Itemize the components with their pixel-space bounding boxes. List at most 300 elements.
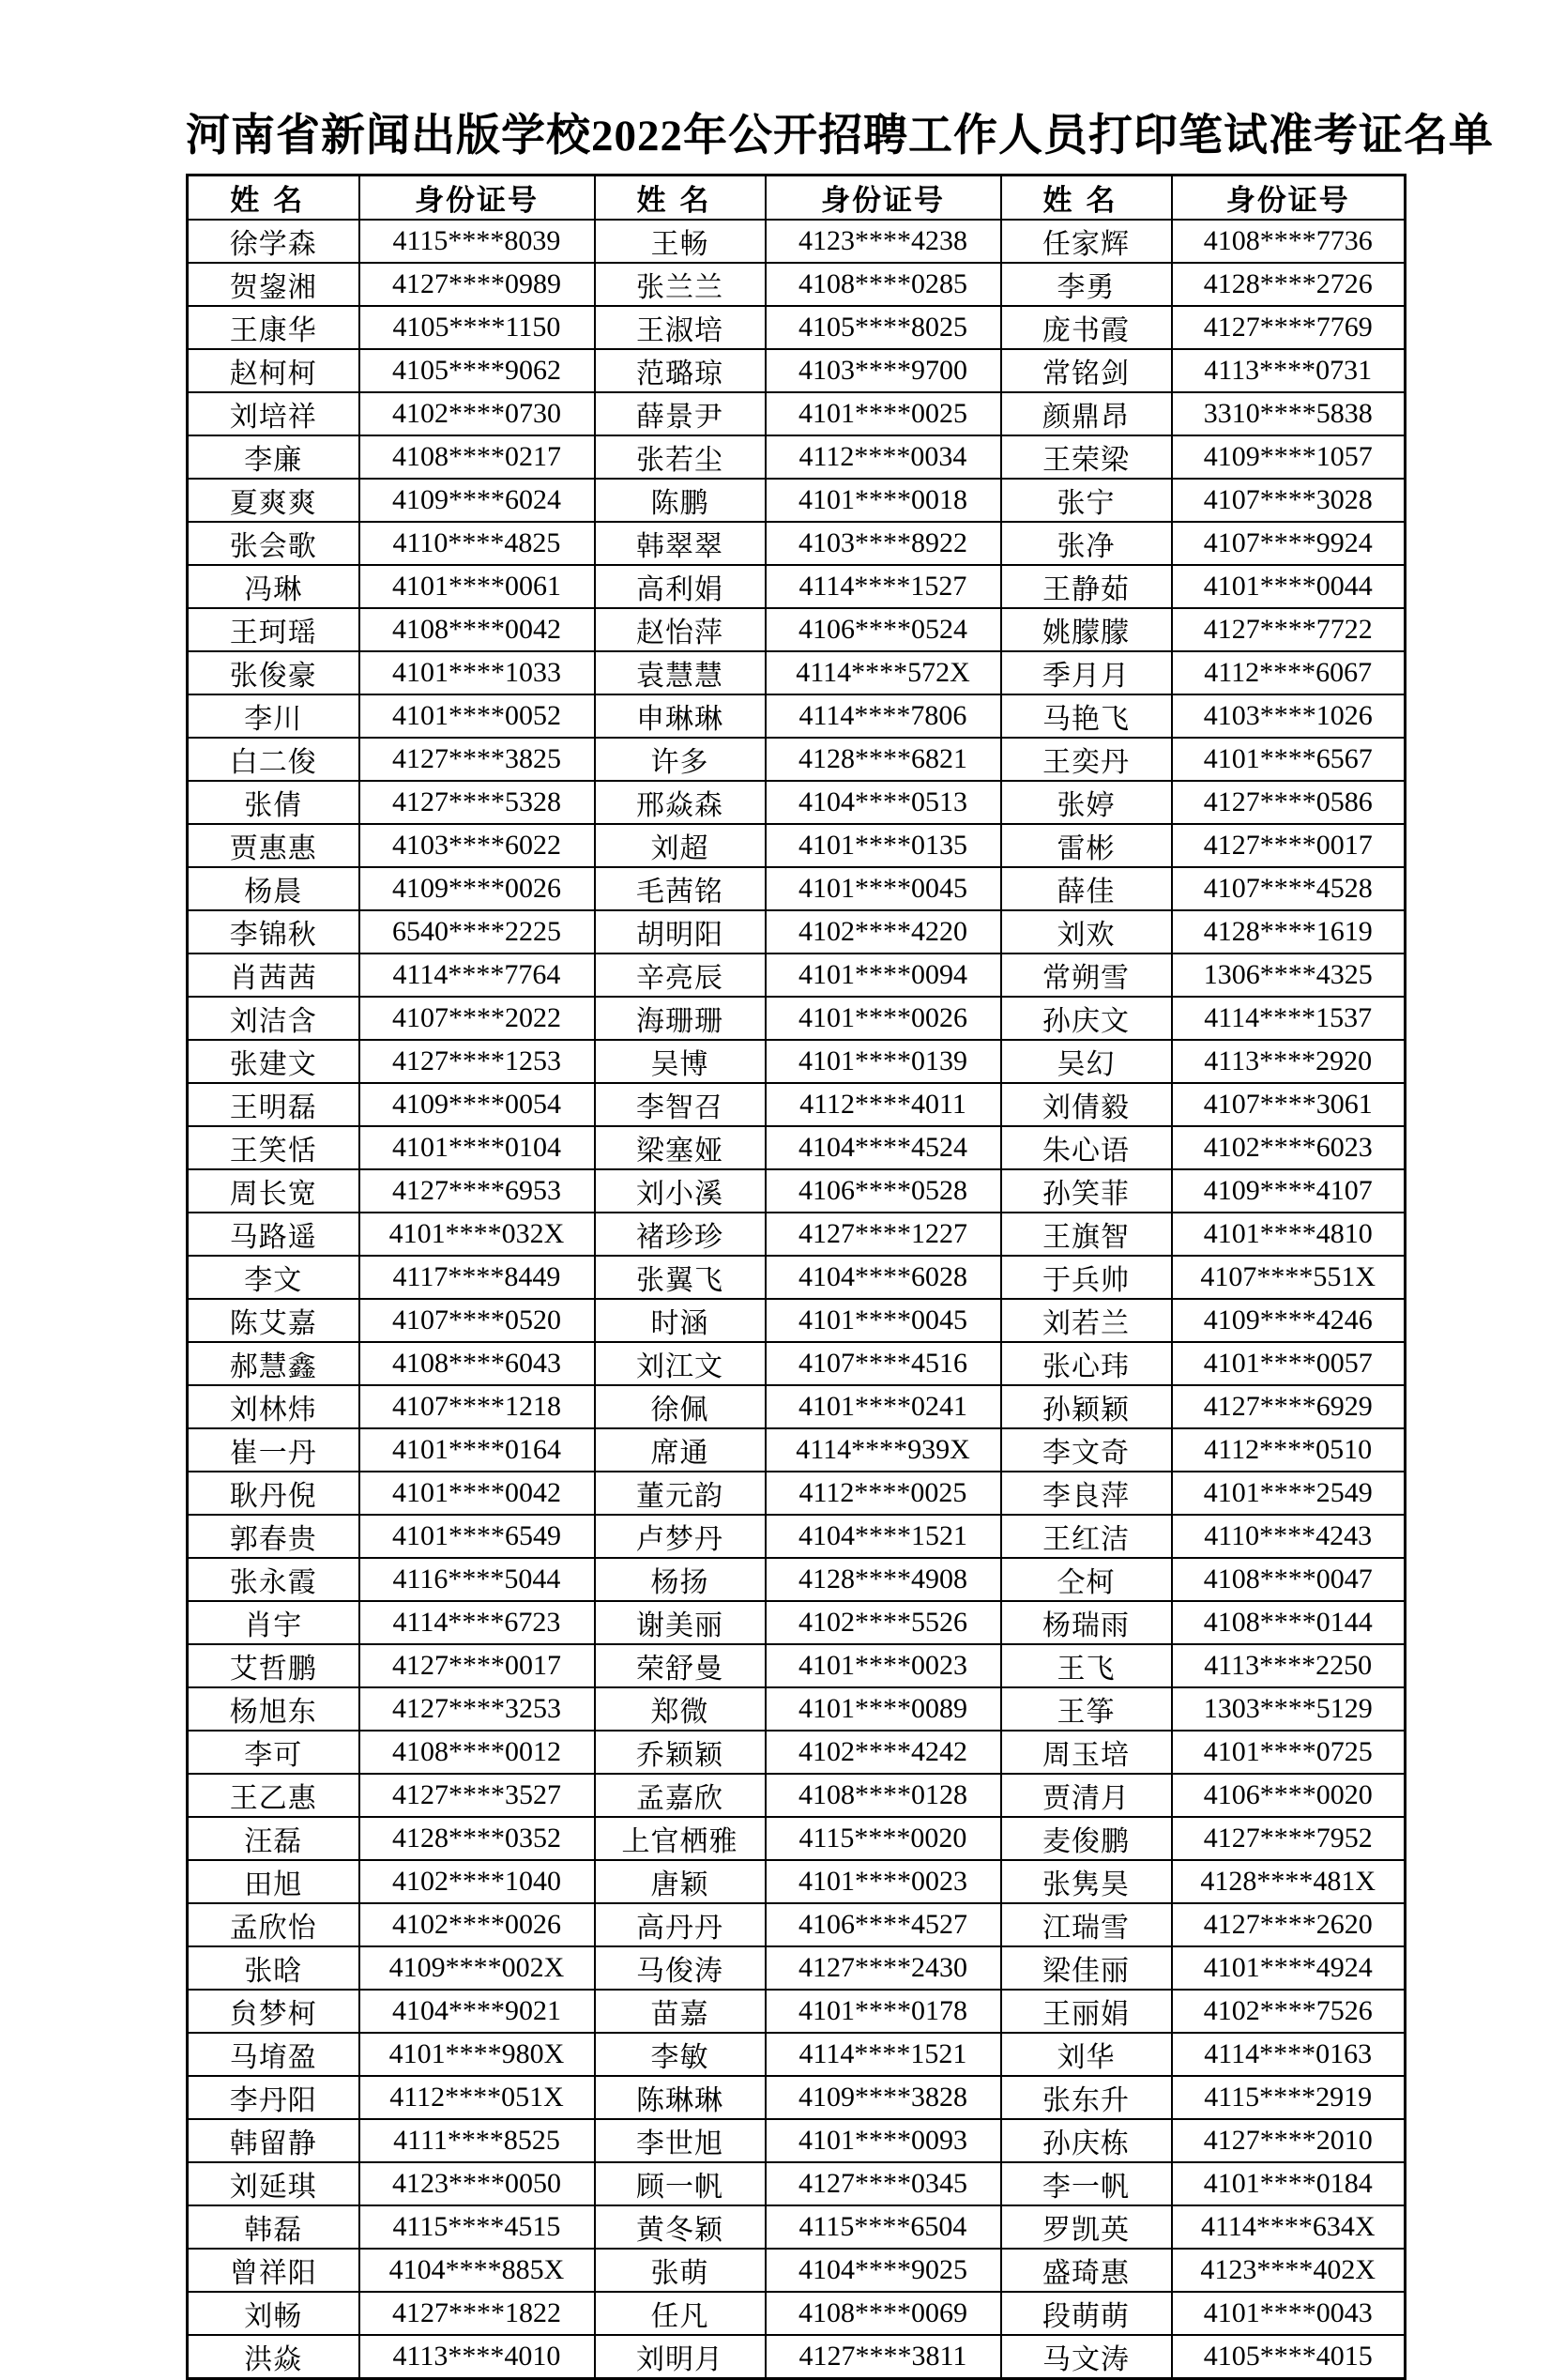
name-cell: 肖宇 <box>188 1601 359 1644</box>
table-row <box>188 1428 1406 1472</box>
name-cell: 孙颖颖 <box>1001 1385 1172 1428</box>
id-number-cell: 4127****1227 <box>766 1213 1001 1256</box>
name-cell: 张倩 <box>188 781 359 824</box>
name-cell: 乔颖颖 <box>595 1731 766 1774</box>
id-number-cell: 4114****634X <box>1172 2205 1406 2249</box>
name-cell: 张俊豪 <box>188 651 359 694</box>
id-number-cell: 4127****6929 <box>1172 1385 1406 1428</box>
id-number-cell: 4101****0045 <box>766 1299 1001 1342</box>
id-number-cell: 4102****0730 <box>359 392 595 435</box>
name-cell: 姚朦朦 <box>1001 608 1172 651</box>
name-cell: 赵柯柯 <box>188 349 359 392</box>
table-row <box>188 2076 1406 2119</box>
name-cell: 马路遥 <box>188 1213 359 1256</box>
id-number-cell: 4109****4107 <box>1172 1169 1406 1213</box>
name-cell: 张隽昊 <box>1001 1860 1172 1903</box>
name-cell: 刘明月 <box>595 2335 766 2379</box>
id-number-cell: 4104****9021 <box>359 1990 595 2033</box>
id-number-cell: 4105****4015 <box>1172 2335 1406 2379</box>
id-number-cell: 4112****0034 <box>766 435 1001 479</box>
table-row <box>188 2249 1406 2292</box>
id-number-cell: 4106****0524 <box>766 608 1001 651</box>
name-cell: 刘延琪 <box>188 2162 359 2205</box>
name-cell: 王丽娟 <box>1001 1990 1172 2033</box>
name-cell: 刘洁含 <box>188 997 359 1040</box>
id-number-cell: 4101****0042 <box>359 1472 595 1515</box>
id-number-cell: 4102****0026 <box>359 1903 595 1946</box>
id-number-cell: 4127****0989 <box>359 263 595 306</box>
name-cell: 李锦秋 <box>188 910 359 954</box>
id-number-cell: 4127****3253 <box>359 1687 595 1731</box>
id-number-cell: 4127****0017 <box>1172 824 1406 867</box>
id-number-cell: 4108****0042 <box>359 608 595 651</box>
id-number-cell: 4127****7952 <box>1172 1817 1406 1860</box>
name-cell: 任凡 <box>595 2292 766 2335</box>
id-number-cell: 4109****0054 <box>359 1083 595 1126</box>
name-cell: 申琳琳 <box>595 694 766 738</box>
id-number-cell: 4127****1253 <box>359 1040 595 1083</box>
name-cell: 张净 <box>1001 522 1172 565</box>
id-number-cell: 4127****6953 <box>359 1169 595 1213</box>
id-number-cell: 4127****0586 <box>1172 781 1406 824</box>
id-number-cell: 4113****2920 <box>1172 1040 1406 1083</box>
id-number-cell: 4107****2022 <box>359 997 595 1040</box>
name-cell: 杨旭东 <box>188 1687 359 1731</box>
name-cell: 胡明阳 <box>595 910 766 954</box>
roster-table <box>186 174 1407 2380</box>
name-cell: 盛琦惠 <box>1001 2249 1172 2292</box>
name-cell: 王乙惠 <box>188 1774 359 1817</box>
id-number-cell: 4102****4220 <box>766 910 1001 954</box>
id-number-cell: 4108****0144 <box>1172 1601 1406 1644</box>
id-number-cell: 4128****4908 <box>766 1558 1001 1601</box>
table-row <box>188 2292 1406 2335</box>
id-number-cell: 4127****7722 <box>1172 608 1406 651</box>
id-number-cell: 4108****7736 <box>1172 220 1406 263</box>
name-cell: 夏爽爽 <box>188 479 359 522</box>
id-number-cell: 4110****4243 <box>1172 1515 1406 1558</box>
name-cell: 韩留静 <box>188 2119 359 2162</box>
id-number-cell: 4107****3028 <box>1172 479 1406 522</box>
id-number-cell: 4108****0069 <box>766 2292 1001 2335</box>
id-number-cell: 4109****1057 <box>1172 435 1406 479</box>
name-cell: 李可 <box>188 1731 359 1774</box>
name-cell: 徐学森 <box>188 220 359 263</box>
id-number-cell: 4112****0025 <box>766 1472 1001 1515</box>
name-cell: 杨晨 <box>188 867 359 910</box>
id-number-cell: 4108****6043 <box>359 1342 595 1385</box>
name-cell: 洪焱 <box>188 2335 359 2379</box>
id-number-cell: 4109****0026 <box>359 867 595 910</box>
table-row <box>188 1169 1406 1213</box>
table-row <box>188 1213 1406 1256</box>
id-number-cell: 4113****2250 <box>1172 1644 1406 1687</box>
table-row <box>188 263 1406 306</box>
id-number-cell: 4127****3825 <box>359 738 595 781</box>
id-number-cell: 4108****0217 <box>359 435 595 479</box>
id-number-cell: 4101****0043 <box>1172 2292 1406 2335</box>
id-number-cell: 6540****2225 <box>359 910 595 954</box>
id-number-cell: 4127****2010 <box>1172 2119 1406 2162</box>
id-number-cell: 4109****3828 <box>766 2076 1001 2119</box>
name-cell: 孙庆文 <box>1001 997 1172 1040</box>
name-cell: 刘畅 <box>188 2292 359 2335</box>
name-cell: 颜鼎昂 <box>1001 392 1172 435</box>
id-number-cell: 4105****9062 <box>359 349 595 392</box>
table-row <box>188 1083 1406 1126</box>
name-cell: 孟欣怡 <box>188 1903 359 1946</box>
name-cell: 王康华 <box>188 306 359 349</box>
table-row <box>188 1040 1406 1083</box>
table-row <box>188 1817 1406 1860</box>
name-cell: 褚珍珍 <box>595 1213 766 1256</box>
name-cell: 吴博 <box>595 1040 766 1083</box>
id-number-cell: 4101****0089 <box>766 1687 1001 1731</box>
name-cell: 马堉盈 <box>188 2033 359 2076</box>
id-number-cell: 4127****2430 <box>766 1946 1001 1990</box>
table-row <box>188 1299 1406 1342</box>
id-number-cell: 4102****1040 <box>359 1860 595 1903</box>
name-cell: 王淑培 <box>595 306 766 349</box>
id-number-cell: 4114****1527 <box>766 565 1001 608</box>
id-number-cell: 4101****2549 <box>1172 1472 1406 1515</box>
name-cell: 韩翠翠 <box>595 522 766 565</box>
id-number-cell: 4127****3527 <box>359 1774 595 1817</box>
id-number-cell: 4101****0104 <box>359 1126 595 1169</box>
id-number-cell: 4112****4011 <box>766 1083 1001 1126</box>
table-row <box>188 306 1406 349</box>
id-number-cell: 4115****6504 <box>766 2205 1001 2249</box>
name-cell: 荣舒曼 <box>595 1644 766 1687</box>
table-row <box>188 349 1406 392</box>
table-row <box>188 1256 1406 1299</box>
name-cell: 庞书霞 <box>1001 306 1172 349</box>
name-cell: 张若尘 <box>595 435 766 479</box>
name-cell: 郑微 <box>595 1687 766 1731</box>
name-cell: 贠梦柯 <box>188 1990 359 2033</box>
id-number-cell: 4101****0057 <box>1172 1342 1406 1385</box>
name-cell: 郝慧鑫 <box>188 1342 359 1385</box>
name-cell: 刘若兰 <box>1001 1299 1172 1342</box>
header-id-number: 身份证号 <box>359 175 595 221</box>
id-number-cell: 4128****481X <box>1172 1860 1406 1903</box>
name-cell: 张东升 <box>1001 2076 1172 2119</box>
name-cell: 王明磊 <box>188 1083 359 1126</box>
name-cell: 李良萍 <box>1001 1472 1172 1515</box>
name-cell: 刘江文 <box>595 1342 766 1385</box>
id-number-cell: 4123****0050 <box>359 2162 595 2205</box>
name-cell: 李丹阳 <box>188 2076 359 2119</box>
id-number-cell: 4115****2919 <box>1172 2076 1406 2119</box>
name-cell: 耿丹倪 <box>188 1472 359 1515</box>
id-number-cell: 4114****7806 <box>766 694 1001 738</box>
id-number-cell: 4127****0345 <box>766 2162 1001 2205</box>
id-number-cell: 4101****0045 <box>766 867 1001 910</box>
id-number-cell: 4108****0047 <box>1172 1558 1406 1601</box>
name-cell: 董元韵 <box>595 1472 766 1515</box>
name-cell: 冯琳 <box>188 565 359 608</box>
id-number-cell: 4102****4242 <box>766 1731 1001 1774</box>
name-cell: 艾哲鹏 <box>188 1644 359 1687</box>
name-cell: 许多 <box>595 738 766 781</box>
name-cell: 段萌萌 <box>1001 2292 1172 2335</box>
name-cell: 孙笑菲 <box>1001 1169 1172 1213</box>
id-number-cell: 1303****5129 <box>1172 1687 1406 1731</box>
id-number-cell: 4128****6821 <box>766 738 1001 781</box>
id-number-cell: 4101****0725 <box>1172 1731 1406 1774</box>
id-number-cell: 4104****0513 <box>766 781 1001 824</box>
table-row <box>188 1558 1406 1601</box>
name-cell: 席通 <box>595 1428 766 1472</box>
name-cell: 顾一帆 <box>595 2162 766 2205</box>
name-cell: 汪磊 <box>188 1817 359 1860</box>
name-cell: 刘培祥 <box>188 392 359 435</box>
name-cell: 时涵 <box>595 1299 766 1342</box>
id-number-cell: 4127****2620 <box>1172 1903 1406 1946</box>
id-number-cell: 4107****3061 <box>1172 1083 1406 1126</box>
name-cell: 江瑞雪 <box>1001 1903 1172 1946</box>
name-cell: 张萌 <box>595 2249 766 2292</box>
name-cell: 周长宽 <box>188 1169 359 1213</box>
id-number-cell: 1306****4325 <box>1172 954 1406 997</box>
name-cell: 海珊珊 <box>595 997 766 1040</box>
id-number-cell: 4116****5044 <box>359 1558 595 1601</box>
name-cell: 苗嘉 <box>595 1990 766 2033</box>
id-number-cell: 4101****0135 <box>766 824 1001 867</box>
id-number-cell: 4123****4238 <box>766 220 1001 263</box>
name-cell: 王红洁 <box>1001 1515 1172 1558</box>
id-number-cell: 4115****0020 <box>766 1817 1001 1860</box>
id-number-cell: 4102****6023 <box>1172 1126 1406 1169</box>
table-header <box>188 175 1406 221</box>
name-cell: 孟嘉欣 <box>595 1774 766 1817</box>
id-number-cell: 4101****0026 <box>766 997 1001 1040</box>
table-row <box>188 522 1406 565</box>
id-number-cell: 4112****0510 <box>1172 1428 1406 1472</box>
name-cell: 贾惠惠 <box>188 824 359 867</box>
table-row <box>188 1946 1406 1990</box>
name-cell: 仝柯 <box>1001 1558 1172 1601</box>
id-number-cell: 4127****0017 <box>359 1644 595 1687</box>
name-cell: 薛景尹 <box>595 392 766 435</box>
id-number-cell: 4106****0020 <box>1172 1774 1406 1817</box>
name-cell: 卢梦丹 <box>595 1515 766 1558</box>
name-cell: 王珂瑶 <box>188 608 359 651</box>
name-cell: 王飞 <box>1001 1644 1172 1687</box>
name-cell: 崔一丹 <box>188 1428 359 1472</box>
name-cell: 李智召 <box>595 1083 766 1126</box>
id-number-cell: 4128****0352 <box>359 1817 595 1860</box>
name-cell: 李敏 <box>595 2033 766 2076</box>
name-cell: 王筝 <box>1001 1687 1172 1731</box>
name-cell: 刘超 <box>595 824 766 867</box>
name-cell: 杨瑞雨 <box>1001 1601 1172 1644</box>
name-cell: 罗凯英 <box>1001 2205 1172 2249</box>
name-cell: 李川 <box>188 694 359 738</box>
id-number-cell: 4107****4528 <box>1172 867 1406 910</box>
table-row <box>188 1515 1406 1558</box>
table-row <box>188 1126 1406 1169</box>
name-cell: 上官栖雅 <box>595 1817 766 1860</box>
id-number-cell: 4101****0178 <box>766 1990 1001 2033</box>
name-cell: 毛茜铭 <box>595 867 766 910</box>
name-cell: 张婷 <box>1001 781 1172 824</box>
table-row <box>188 1644 1406 1687</box>
name-cell: 任家辉 <box>1001 220 1172 263</box>
name-cell: 马艳飞 <box>1001 694 1172 738</box>
id-number-cell: 4105****8025 <box>766 306 1001 349</box>
table-row <box>188 479 1406 522</box>
id-number-cell: 4114****0163 <box>1172 2033 1406 2076</box>
name-cell: 张翼飞 <box>595 1256 766 1299</box>
id-number-cell: 4101****0025 <box>766 392 1001 435</box>
id-number-cell: 4114****1521 <box>766 2033 1001 2076</box>
id-number-cell: 4112****6067 <box>1172 651 1406 694</box>
id-number-cell: 4114****572X <box>766 651 1001 694</box>
id-number-cell: 4104****9025 <box>766 2249 1001 2292</box>
name-cell: 辛亮辰 <box>595 954 766 997</box>
table-row <box>188 1731 1406 1774</box>
table-row <box>188 392 1406 435</box>
id-number-cell: 4127****3811 <box>766 2335 1001 2379</box>
name-cell: 唐颖 <box>595 1860 766 1903</box>
name-cell: 梁佳丽 <box>1001 1946 1172 1990</box>
name-cell: 王静茹 <box>1001 565 1172 608</box>
id-number-cell: 4101****1033 <box>359 651 595 694</box>
id-number-cell: 4115****4515 <box>359 2205 595 2249</box>
id-number-cell: 4106****0528 <box>766 1169 1001 1213</box>
table-row <box>188 220 1406 263</box>
name-cell: 刘华 <box>1001 2033 1172 2076</box>
id-number-cell: 4102****5526 <box>766 1601 1001 1644</box>
table-row <box>188 1687 1406 1731</box>
name-cell: 曾祥阳 <box>188 2249 359 2292</box>
id-number-cell: 4127****7769 <box>1172 306 1406 349</box>
id-number-cell: 4101****032X <box>359 1213 595 1256</box>
header-id-number: 身份证号 <box>1172 175 1406 221</box>
table-row <box>188 997 1406 1040</box>
page-title: 河南省新闻出版学校2022年公开招聘工作人员打印笔试准考证名单 <box>186 112 1494 160</box>
table-row <box>188 1903 1406 1946</box>
name-cell: 张会歌 <box>188 522 359 565</box>
id-number-cell: 4101****0061 <box>359 565 595 608</box>
id-number-cell: 4127****5328 <box>359 781 595 824</box>
id-number-cell: 4103****8922 <box>766 522 1001 565</box>
name-cell: 范璐琼 <box>595 349 766 392</box>
id-number-cell: 4104****885X <box>359 2249 595 2292</box>
id-number-cell: 4109****002X <box>359 1946 595 1990</box>
id-number-cell: 4113****0731 <box>1172 349 1406 392</box>
name-cell: 刘小溪 <box>595 1169 766 1213</box>
name-cell: 孙庆栋 <box>1001 2119 1172 2162</box>
table-row <box>188 1601 1406 1644</box>
name-cell: 谢美丽 <box>595 1601 766 1644</box>
id-number-cell: 4101****0093 <box>766 2119 1001 2162</box>
id-number-cell: 4107****4516 <box>766 1342 1001 1385</box>
name-cell: 马文涛 <box>1001 2335 1172 2379</box>
id-number-cell: 4106****4527 <box>766 1903 1001 1946</box>
table-row <box>188 565 1406 608</box>
name-cell: 李勇 <box>1001 263 1172 306</box>
id-number-cell: 4101****0052 <box>359 694 595 738</box>
id-number-cell: 4117****8449 <box>359 1256 595 1299</box>
id-number-cell: 4115****8039 <box>359 220 595 263</box>
id-number-cell: 4110****4825 <box>359 522 595 565</box>
name-cell: 于兵帅 <box>1001 1256 1172 1299</box>
table-row <box>188 435 1406 479</box>
name-cell: 张心玮 <box>1001 1342 1172 1385</box>
table-row <box>188 2162 1406 2205</box>
table-row <box>188 2033 1406 2076</box>
name-cell: 徐佩 <box>595 1385 766 1428</box>
name-cell: 贾清月 <box>1001 1774 1172 1817</box>
id-number-cell: 4101****0184 <box>1172 2162 1406 2205</box>
table-row <box>188 1385 1406 1428</box>
name-cell: 张晗 <box>188 1946 359 1990</box>
name-cell: 贺鋆湘 <box>188 263 359 306</box>
name-cell: 常铭剑 <box>1001 349 1172 392</box>
header-name: 姓名 <box>188 175 359 221</box>
name-cell: 高利娟 <box>595 565 766 608</box>
id-number-cell: 4108****0285 <box>766 263 1001 306</box>
table-body <box>188 220 1406 2379</box>
header-name: 姓名 <box>595 175 766 221</box>
id-number-cell: 4107****551X <box>1172 1256 1406 1299</box>
table-row <box>188 738 1406 781</box>
header-name: 姓名 <box>1001 175 1172 221</box>
name-cell: 赵怡萍 <box>595 608 766 651</box>
table-row <box>188 2205 1406 2249</box>
id-number-cell: 4101****0023 <box>766 1860 1001 1903</box>
id-number-cell: 4104****1521 <box>766 1515 1001 1558</box>
name-cell: 张建文 <box>188 1040 359 1083</box>
id-number-cell: 4113****4010 <box>359 2335 595 2379</box>
id-number-cell: 3310****5838 <box>1172 392 1406 435</box>
table-row <box>188 651 1406 694</box>
table-row <box>188 2335 1406 2379</box>
name-cell: 张宁 <box>1001 479 1172 522</box>
id-number-cell: 4109****4246 <box>1172 1299 1406 1342</box>
name-cell: 王旗智 <box>1001 1213 1172 1256</box>
name-cell: 周玉培 <box>1001 1731 1172 1774</box>
name-cell: 雷彬 <box>1001 824 1172 867</box>
table-row <box>188 824 1406 867</box>
id-number-cell: 4108****0012 <box>359 1731 595 1774</box>
name-cell: 韩磊 <box>188 2205 359 2249</box>
id-number-cell: 4102****7526 <box>1172 1990 1406 2033</box>
name-cell: 张兰兰 <box>595 263 766 306</box>
name-cell: 李文奇 <box>1001 1428 1172 1472</box>
table-row <box>188 1342 1406 1385</box>
name-cell: 王荣梁 <box>1001 435 1172 479</box>
name-cell: 王笑恬 <box>188 1126 359 1169</box>
table-row <box>188 1774 1406 1817</box>
id-number-cell: 4101****0018 <box>766 479 1001 522</box>
id-number-cell: 4103****6022 <box>359 824 595 867</box>
id-number-cell: 4107****0520 <box>359 1299 595 1342</box>
name-cell: 李一帆 <box>1001 2162 1172 2205</box>
name-cell: 田旭 <box>188 1860 359 1903</box>
name-cell: 李文 <box>188 1256 359 1299</box>
name-cell: 梁塞娅 <box>595 1126 766 1169</box>
name-cell: 王奕丹 <box>1001 738 1172 781</box>
header-row <box>188 175 1406 221</box>
table-row <box>188 1860 1406 1903</box>
name-cell: 吴幻 <box>1001 1040 1172 1083</box>
name-cell: 杨扬 <box>595 1558 766 1601</box>
name-cell: 陈鹏 <box>595 479 766 522</box>
header-id-number: 身份证号 <box>766 175 1001 221</box>
